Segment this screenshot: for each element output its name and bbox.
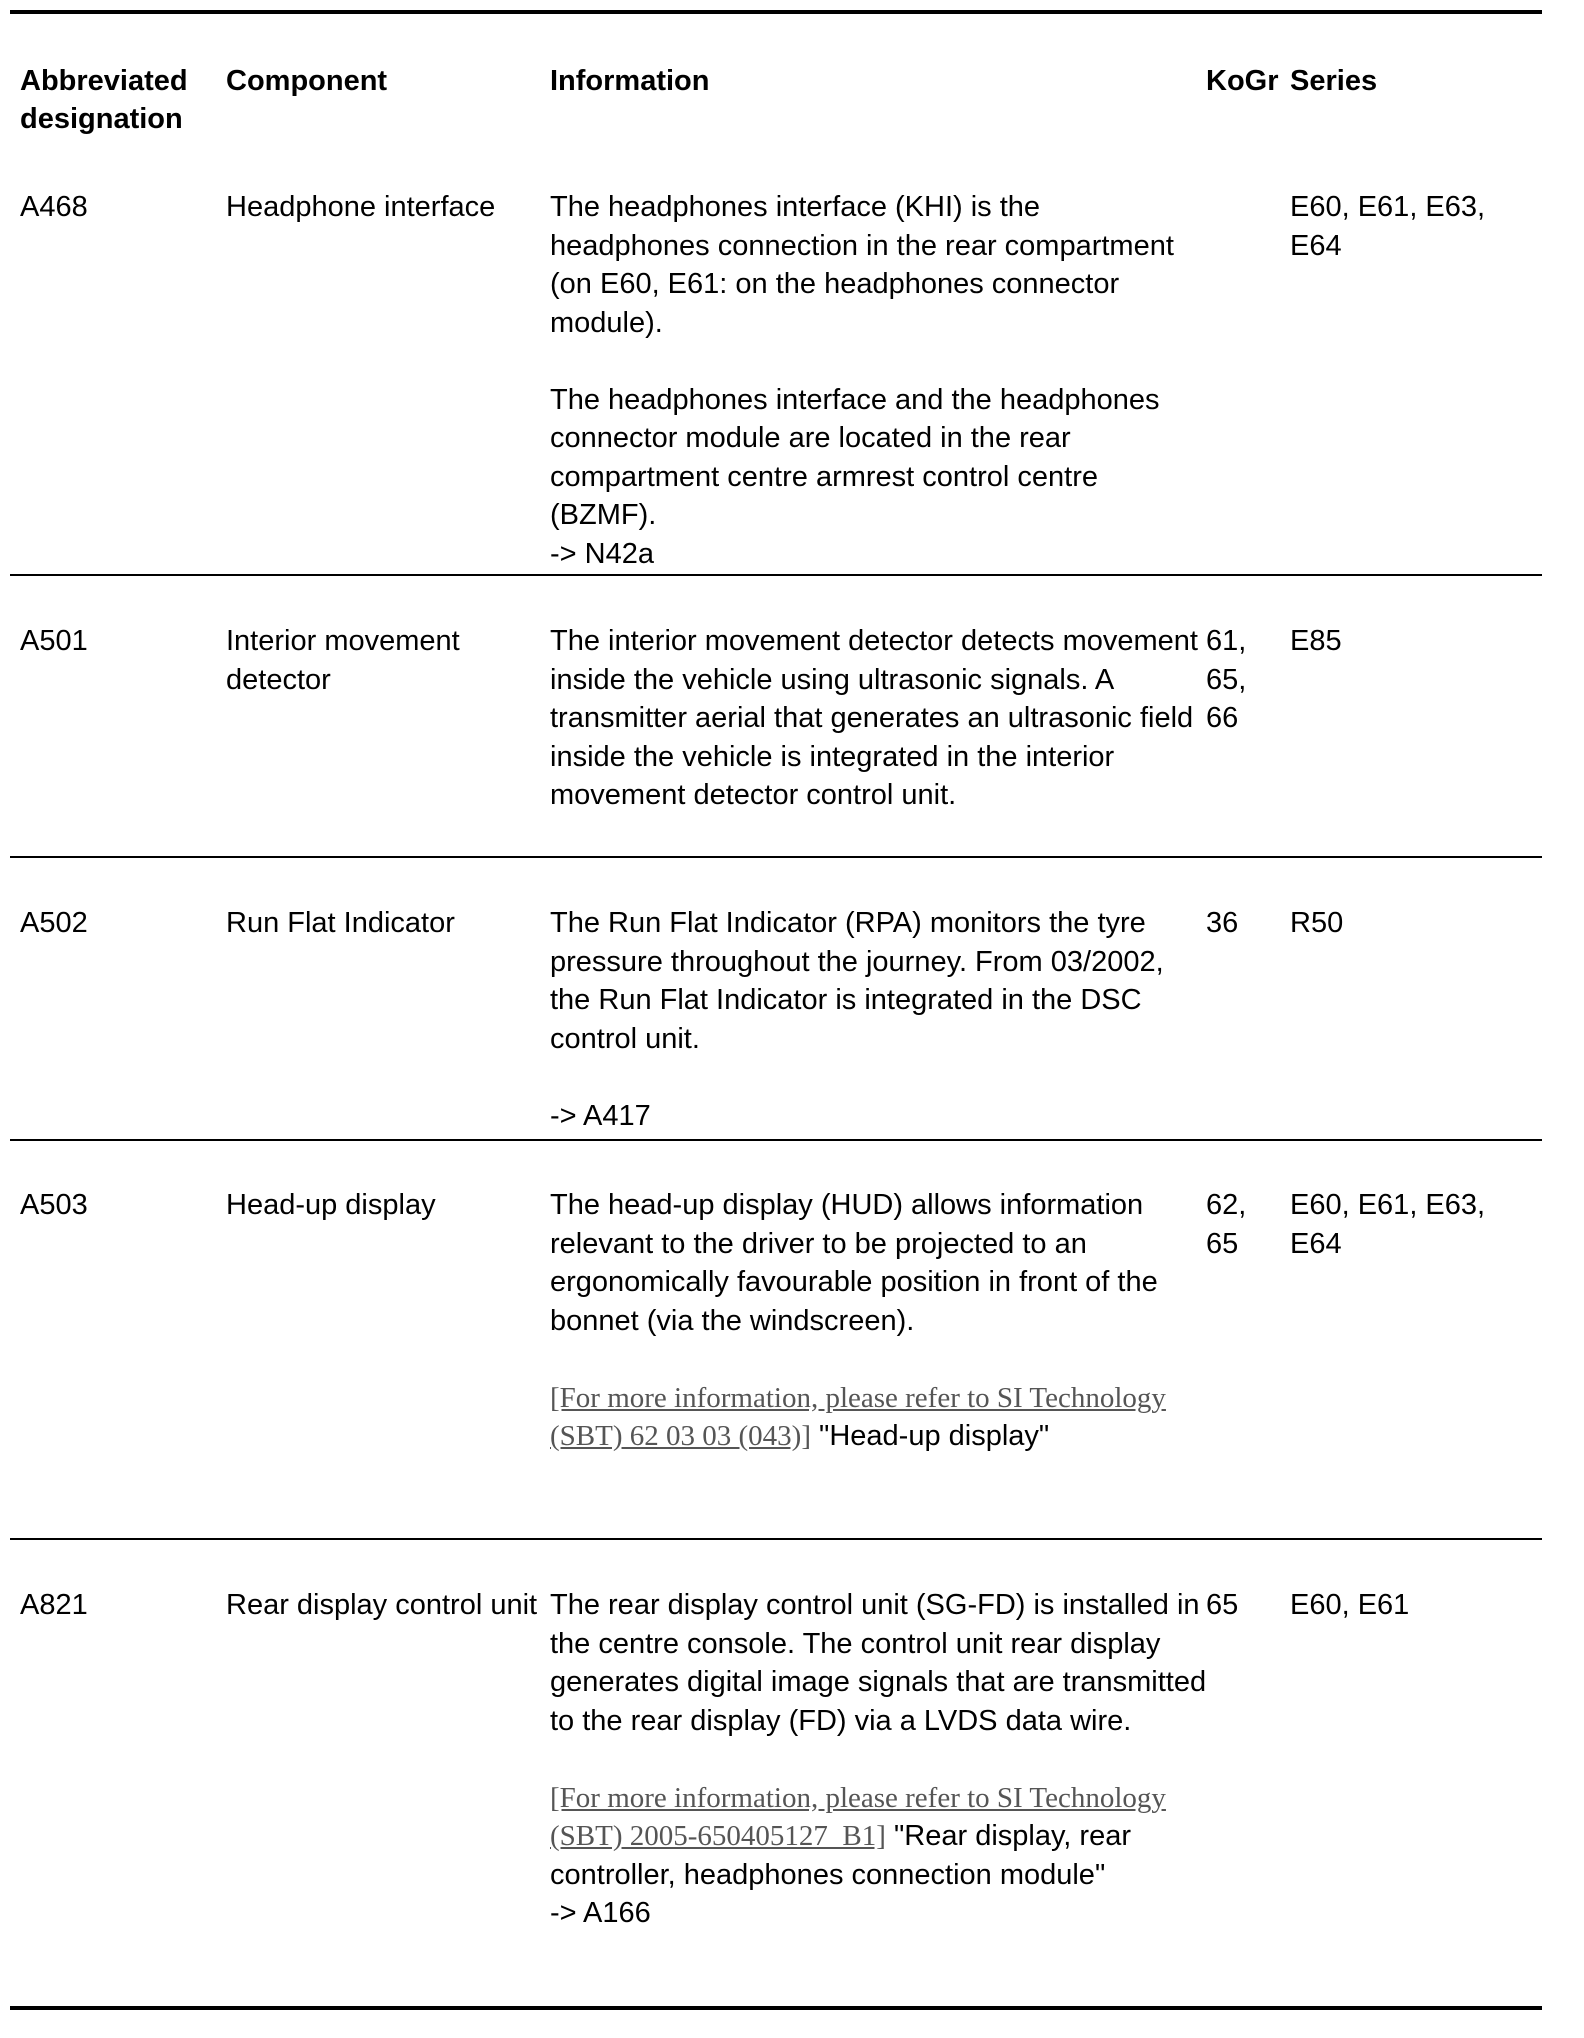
header-component: Component <box>226 65 388 97</box>
cell-component: Run Flat Indicator <box>226 907 455 939</box>
row-divider <box>10 1139 1542 1141</box>
si-technology-link[interactable]: [For more information, please refer to SI Technology (SBT) 2005-650405127_B1] <box>550 1781 1166 1852</box>
row-divider <box>10 856 1542 858</box>
info-cross-reference: -> N42a <box>550 537 654 570</box>
cell-abbr: A503 <box>20 1189 88 1221</box>
reference-title: "Head-up display" <box>810 1420 1050 1452</box>
top-rule <box>10 10 1542 14</box>
info-cross-reference: -> A417 <box>550 1099 651 1132</box>
cell-series: E85 <box>1290 625 1342 657</box>
cell-component: Interior movement detector <box>226 625 460 696</box>
cell-information <box>550 904 1210 1135</box>
cell-abbr: A821 <box>20 1589 88 1621</box>
cell-series: E60, E61, E63, E64 <box>1290 191 1486 262</box>
cell-component: Headphone interface <box>226 191 496 223</box>
info-paragraph: The interior movement detector detects movement inside the vehicle using ultrasonic signals. A transmitter aerial that generates an ultrasonic field inside the vehicle is integrated in the interior movement detector control unit. <box>550 625 1198 811</box>
cell-kogr: 65 <box>1206 1589 1239 1621</box>
cell-abbr: A501 <box>20 625 88 657</box>
info-paragraph: The headphones interface (KHI) is the headphones connection in the rear compartment (on E60, E61: on the headphones connector module). <box>550 191 1174 339</box>
info-cross-reference: -> A166 <box>550 1897 651 1929</box>
cell-information <box>550 622 1200 815</box>
row-divider <box>10 1538 1542 1540</box>
info-paragraph: The headphones interface and the headphones connector module are located in the rear compartment centre armrest control centre (BZMF). <box>550 383 1160 531</box>
cell-abbr: A502 <box>20 907 88 939</box>
cell-abbr: A468 <box>20 191 88 223</box>
info-paragraph: The Run Flat Indicator (RPA) monitors the tyre pressure throughout the journey. From 03/2002, the Run Flat Indicator is integrated in the DSC control unit. <box>550 907 1164 1055</box>
row-divider <box>10 574 1542 576</box>
reference-title: "Rear display, rear controller, headphones connection module" <box>550 1820 1131 1891</box>
cell-series: E60, E61 <box>1290 1589 1410 1621</box>
info-paragraph: The head-up display (HUD) allows information relevant to the driver to be projected to an ergonomically favourable position in front of the bonnet (via the windscreen). <box>550 1189 1158 1337</box>
cell-information <box>550 188 1200 573</box>
cell-series: R50 <box>1290 907 1344 939</box>
header-abbreviated-designation: Abbreviated designation <box>20 65 188 135</box>
cell-kogr: 61, 65, 66 <box>1206 625 1247 734</box>
cell-component: Rear display control unit <box>226 1589 538 1621</box>
cell-information <box>550 1186 1200 1456</box>
info-reference-paragraph <box>550 1779 1210 1895</box>
info-paragraph: The rear display control unit (SG-FD) is installed in the centre console. The control unit rear display generates digital image signals that are transmitted to the rear display (FD) via a LVDS data wire. <box>550 1589 1207 1737</box>
info-reference-paragraph <box>550 1379 1200 1456</box>
header-information: Information <box>550 65 710 97</box>
cell-kogr: 36 <box>1206 907 1239 939</box>
cell-information <box>550 1586 1210 1933</box>
cell-component: Head-up display <box>226 1189 436 1221</box>
header-kogr: KoGr <box>1206 65 1279 97</box>
header-series: Series <box>1290 65 1378 97</box>
cell-kogr: 62, 65 <box>1206 1189 1247 1260</box>
cell-series: E60, E61, E63, E64 <box>1290 1189 1486 1260</box>
bottom-rule <box>10 2006 1542 2010</box>
si-technology-link[interactable]: [For more information, please refer to SI Technology (SBT) 62 03 03 (043)] <box>550 1381 1166 1452</box>
